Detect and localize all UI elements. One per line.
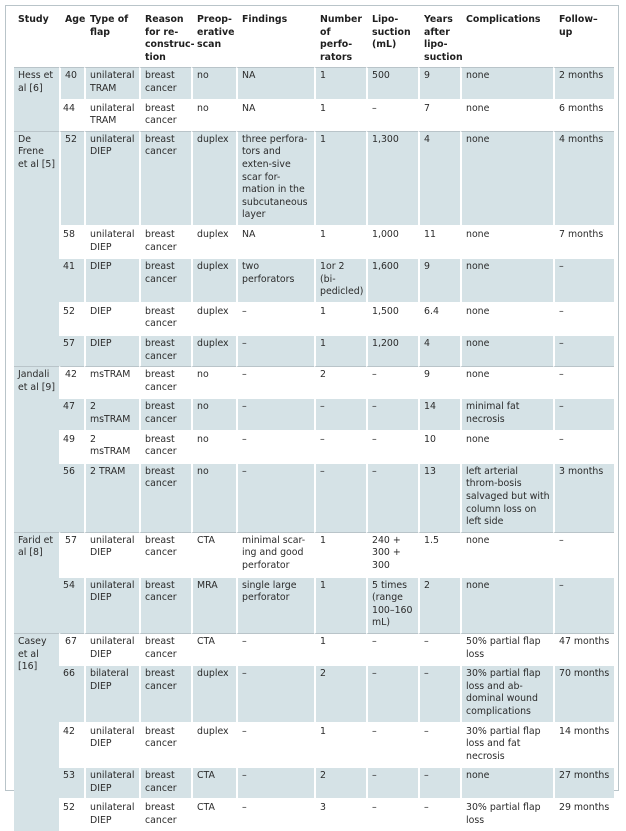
cell-age: 56 [59,462,84,532]
cell-liposuction: 500 [366,67,418,98]
table-row [14,67,614,98]
cell-perforators: 3 [314,798,366,830]
cell-age: 57 [59,334,84,366]
cell-years-after: – [418,633,460,664]
cell-perforators: 1 [314,131,366,225]
header-years-after: Years after lipo- suction [418,12,460,67]
cell-reason: breast cancer [139,430,191,462]
cell-preop-scan: duplex [191,225,236,257]
cell-flap-type: msTRAM [84,366,139,397]
cell-follow-up: 14 months [553,722,614,767]
header-age: Age [59,12,84,67]
cell-age: 54 [59,576,84,633]
table-frame [5,5,619,827]
cell-complications: none [460,430,553,462]
cell-years-after: – [418,722,460,767]
cell-follow-up: – [553,366,614,397]
cell-flap-type: DIEP [84,334,139,366]
cell-flap-type: unilateral DIEP [84,225,139,257]
header-complications: Complications [460,12,553,67]
table-row [14,397,614,429]
cell-complications: 30% partial flap loss and fat necrosis [460,722,553,767]
cell-follow-up: 4 months [553,131,614,225]
cell-age: 42 [59,366,84,397]
table-body [14,67,614,830]
cell-years-after: 4 [418,334,460,366]
cell-perforators: – [314,397,366,429]
cell-reason: breast cancer [139,462,191,532]
cell-perforators: 1 [314,532,366,576]
cell-liposuction: – [366,798,418,830]
cell-reason: breast cancer [139,225,191,257]
cell-reason: breast cancer [139,798,191,830]
cell-complications: none [460,366,553,397]
table-header [14,12,614,67]
table-row [14,366,614,397]
cell-preop-scan: duplex [191,131,236,225]
cell-years-after: – [418,798,460,830]
cell-age: 52 [59,798,84,830]
cell-preop-scan: no [191,397,236,429]
cell-reason: breast cancer [139,532,191,576]
cell-flap-type: DIEP [84,257,139,302]
cell-flap-type: unilateral DIEP [84,722,139,767]
table-row [14,462,614,532]
cell-complications: none [460,257,553,302]
table-row [14,532,614,576]
table-row [14,334,614,366]
cell-liposuction: 1,500 [366,302,418,334]
cell-perforators: 1 [314,576,366,633]
cell-flap-type: 2 msTRAM [84,430,139,462]
cell-liposuction: – [366,462,418,532]
cell-perforators: 1 [314,722,366,767]
cell-liposuction: 240 + 300 + 300 [366,532,418,576]
cell-age: 49 [59,430,84,462]
cell-liposuction: 1,300 [366,131,418,225]
header-perforators: Number of perfo- rators [314,12,366,67]
cell-reason: breast cancer [139,633,191,664]
cell-study: Jandali et al [9] [14,366,59,532]
cell-preop-scan: duplex [191,257,236,302]
cell-liposuction: 5 times (range 100–160 mL) [366,576,418,633]
cell-perforators: 1 [314,302,366,334]
cell-reason: breast cancer [139,257,191,302]
cell-preop-scan: duplex [191,664,236,721]
cell-follow-up: – [553,302,614,334]
cell-flap-type: 2 TRAM [84,462,139,532]
cell-complications: none [460,99,553,131]
cell-flap-type: unilateral DIEP [84,131,139,225]
header-reason: Reason for re- construc- tion [139,12,191,67]
cell-flap-type: 2 msTRAM [84,397,139,429]
table-row [14,576,614,633]
cell-perforators: 2 [314,366,366,397]
cell-complications: 50% partial flap loss [460,633,553,664]
cell-follow-up: – [553,576,614,633]
cell-follow-up: – [553,334,614,366]
cell-age: 52 [59,302,84,334]
cell-age: 66 [59,664,84,721]
cell-reason: breast cancer [139,397,191,429]
table-row [14,766,614,798]
cell-preop-scan: CTA [191,532,236,576]
cell-reason: breast cancer [139,722,191,767]
cell-perforators: 2 [314,766,366,798]
cell-preop-scan: no [191,462,236,532]
cell-reason: breast cancer [139,334,191,366]
cell-age: 67 [59,633,84,664]
cell-follow-up: 2 months [553,67,614,98]
cell-years-after: 13 [418,462,460,532]
cell-years-after: – [418,766,460,798]
cell-age: 47 [59,397,84,429]
cell-years-after: 10 [418,430,460,462]
cell-years-after: 14 [418,397,460,429]
cell-follow-up: 27 months [553,766,614,798]
table-row [14,99,614,131]
cell-reason: breast cancer [139,99,191,131]
cell-flap-type: bilateral DIEP [84,664,139,721]
cell-findings: minimal scar-ing and good perforator [236,532,314,576]
cell-findings: – [236,334,314,366]
header-follow-up: Follow– up [553,12,614,67]
cell-findings: NA [236,67,314,98]
table-row [14,257,614,302]
header-flap-type: Type of flap [84,12,139,67]
cell-liposuction: – [366,766,418,798]
cell-preop-scan: MRA [191,576,236,633]
cell-preop-scan: duplex [191,302,236,334]
cell-liposuction: – [366,722,418,767]
cell-complications: none [460,302,553,334]
cell-study: Farid et al [8] [14,532,59,633]
cell-years-after: – [418,664,460,721]
cell-years-after: 4 [418,131,460,225]
cell-reason: breast cancer [139,366,191,397]
cell-follow-up: – [553,532,614,576]
cell-liposuction: – [366,366,418,397]
cell-perforators: 1 [314,99,366,131]
table-row [14,633,614,664]
table-row [14,225,614,257]
cell-follow-up: – [553,397,614,429]
cell-liposuction: – [366,397,418,429]
cell-liposuction: – [366,430,418,462]
cell-liposuction: – [366,664,418,721]
cell-follow-up: 3 months [553,462,614,532]
cell-findings: NA [236,225,314,257]
cell-findings: – [236,397,314,429]
cell-follow-up: 70 months [553,664,614,721]
cell-complications: none [460,532,553,576]
cell-age: 42 [59,722,84,767]
cell-perforators: 1or 2 (bi-pedicled) [314,257,366,302]
cell-age: 58 [59,225,84,257]
cell-findings: – [236,722,314,767]
cell-years-after: 1.5 [418,532,460,576]
cell-findings: single large perforator [236,576,314,633]
cell-flap-type: unilateral DIEP [84,532,139,576]
cell-years-after: 7 [418,99,460,131]
cell-preop-scan: CTA [191,633,236,664]
cell-study: De Frene et al [5] [14,131,59,367]
cell-perforators: 1 [314,67,366,98]
cell-liposuction: – [366,633,418,664]
cell-preop-scan: CTA [191,798,236,830]
cell-complications: 30% partial flap loss and ab-dominal wound complications [460,664,553,721]
cell-follow-up: 29 months [553,798,614,830]
table-row [14,798,614,830]
cell-reason: breast cancer [139,302,191,334]
cell-findings: – [236,430,314,462]
cell-flap-type: unilateral DIEP [84,576,139,633]
header-study: Study [18,14,49,25]
cell-follow-up: – [553,257,614,302]
cell-complications: none [460,334,553,366]
cell-reason: breast cancer [139,766,191,798]
cell-reason: breast cancer [139,664,191,721]
cell-findings: – [236,664,314,721]
cell-preop-scan: no [191,67,236,98]
cell-preop-scan: no [191,99,236,131]
cell-age: 41 [59,257,84,302]
cell-age: 52 [59,131,84,225]
cell-complications: minimal fat necrosis [460,397,553,429]
header-liposuction: Lipo- suction (mL) [366,12,418,67]
cell-age: 53 [59,766,84,798]
cell-follow-up: 47 months [553,633,614,664]
cell-flap-type: unilateral TRAM [84,67,139,98]
header-findings: Findings [236,12,314,67]
cell-perforators: 2 [314,664,366,721]
cell-complications: none [460,576,553,633]
cell-years-after: 11 [418,225,460,257]
cell-perforators: – [314,462,366,532]
cell-perforators: – [314,430,366,462]
cell-years-after: 9 [418,67,460,98]
cell-follow-up: 6 months [553,99,614,131]
cell-years-after: 6.4 [418,302,460,334]
cell-flap-type: unilateral TRAM [84,99,139,131]
cell-findings: three perfora-tors and exten-sive scar for-mation in the subcutaneous layer [236,131,314,225]
cell-follow-up: – [553,430,614,462]
cell-age: 57 [59,532,84,576]
cell-complications: none [460,131,553,225]
cell-complications: none [460,67,553,98]
cell-findings: two perforators [236,257,314,302]
cell-flap-type: unilateral DIEP [84,766,139,798]
cell-follow-up: 7 months [553,225,614,257]
cell-liposuction: 1,200 [366,334,418,366]
cell-liposuction: 1,000 [366,225,418,257]
cell-preop-scan: no [191,366,236,397]
table-row [14,664,614,721]
cell-study: Casey et al [16] [14,633,59,831]
table-row [14,131,614,225]
cell-findings: – [236,366,314,397]
cell-preop-scan: duplex [191,722,236,767]
cell-flap-type: unilateral DIEP [84,633,139,664]
cell-reason: breast cancer [139,67,191,98]
cell-findings: – [236,462,314,532]
cell-findings: – [236,766,314,798]
cell-reason: breast cancer [139,576,191,633]
header-preop-scan: Preop- erative scan [191,12,236,67]
table-row [14,302,614,334]
cell-study: Hess et al [6] [14,67,59,130]
header-row [14,12,614,67]
cell-perforators: 1 [314,334,366,366]
cell-flap-type: unilateral DIEP [84,798,139,830]
cell-findings: – [236,302,314,334]
cell-findings: – [236,633,314,664]
cell-liposuction: 1,600 [366,257,418,302]
cell-complications: 30% partial flap loss [460,798,553,830]
cell-complications: left arterial throm-bosis salvaged but with column loss on left side [460,462,553,532]
table-row [14,430,614,462]
cell-complications: none [460,225,553,257]
cell-liposuction: – [366,99,418,131]
cell-years-after: 2 [418,576,460,633]
cell-findings: – [236,798,314,830]
cell-preop-scan: CTA [191,766,236,798]
cell-age: 44 [59,99,84,131]
lipo-suction-outcomes-table [14,12,614,831]
cell-perforators: 1 [314,225,366,257]
table-row [14,722,614,767]
cell-years-after: 9 [418,257,460,302]
cell-perforators: 1 [314,633,366,664]
cell-flap-type: DIEP [84,302,139,334]
cell-age: 40 [59,67,84,98]
cell-preop-scan: no [191,430,236,462]
cell-findings: NA [236,99,314,131]
cell-complications: none [460,766,553,798]
cell-preop-scan: duplex [191,334,236,366]
cell-reason: breast cancer [139,131,191,225]
cell-years-after: 9 [418,366,460,397]
